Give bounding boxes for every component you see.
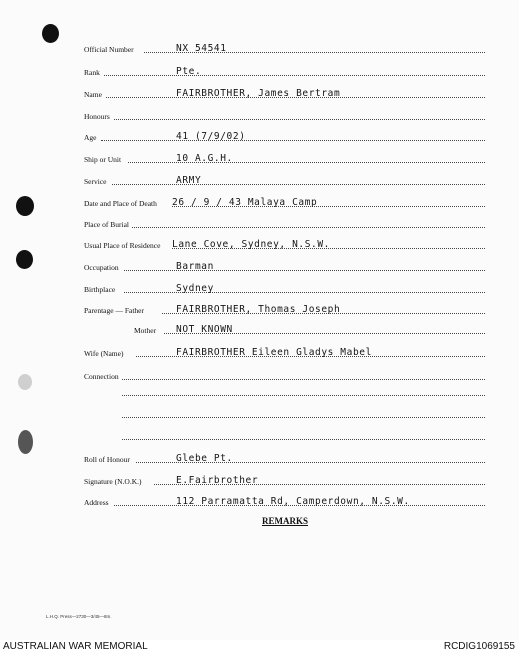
connection-line xyxy=(122,395,485,396)
signature-nok-value: E.Fairbrother xyxy=(176,475,259,486)
printer-footnote: L.H.Q. Press—2730—3/45—8m. xyxy=(46,614,112,619)
date-place-death-label: Date and Place of Death xyxy=(84,199,157,208)
mother-row xyxy=(84,322,485,336)
honours-label: Honours xyxy=(84,112,110,121)
usual-residence-label: Usual Place of Residence xyxy=(84,241,161,250)
parentage-father-row xyxy=(84,302,485,316)
age-label: Age xyxy=(84,133,97,142)
service-value: ARMY xyxy=(176,175,202,186)
wife-row xyxy=(84,345,485,359)
mother-label: Mother xyxy=(134,326,157,335)
rank-value: Pte. xyxy=(176,66,202,77)
address-label: Address xyxy=(84,498,109,507)
usual-residence-row xyxy=(84,237,485,251)
punch-hole xyxy=(16,250,33,269)
remarks-heading: REMARKS xyxy=(262,516,309,526)
footer-record-id: RCDIG1069155 xyxy=(443,641,515,652)
connection-line xyxy=(122,439,485,440)
roll-of-honour-value: Glebe Pt. xyxy=(176,453,233,464)
ship-or-unit-label: Ship or Unit xyxy=(84,155,122,164)
parentage-father-label: Parentage — Father xyxy=(84,306,144,315)
punch-hole xyxy=(16,196,34,216)
punch-hole xyxy=(18,374,32,390)
roll-of-honour-label: Roll of Honour xyxy=(84,455,130,464)
punch-hole xyxy=(18,430,33,454)
name-value: FAIRBROTHER, James Bertram xyxy=(176,88,341,99)
birthplace-value: Sydney xyxy=(176,283,214,294)
wife-value: FAIRBROTHER Eileen Gladys Mabel xyxy=(176,347,372,358)
rank-row xyxy=(84,64,485,78)
footer-source: AUSTRALIAN WAR MEMORIAL xyxy=(3,641,148,652)
official-number-value: NX 54541 xyxy=(176,43,227,54)
date-place-death-row xyxy=(84,195,485,209)
connection-row xyxy=(84,368,485,382)
rank-label: Rank xyxy=(84,68,100,77)
official-number-label: Official Number xyxy=(84,45,134,54)
birthplace-label: Birthplace xyxy=(84,285,116,294)
ship-or-unit-value: 10 A.G.H. xyxy=(176,153,233,164)
name-row xyxy=(84,86,485,100)
signature-nok-label: Signature (N.O.K.) xyxy=(84,477,142,486)
ship-or-unit-row xyxy=(84,151,485,165)
connection-label: Connection xyxy=(84,372,119,381)
place-of-burial-row xyxy=(84,216,485,230)
honours-row xyxy=(84,108,485,122)
address-value: 112 Parramatta Rd, Camperdown, N.S.W. xyxy=(176,496,410,507)
name-label: Name xyxy=(84,90,102,99)
roll-of-honour-row xyxy=(84,451,485,465)
official-number-row xyxy=(84,41,485,55)
date-place-death-value: 26 / 9 / 43 Malaya Camp xyxy=(172,197,318,208)
punch-hole xyxy=(42,24,59,43)
occupation-value: Barman xyxy=(176,261,214,272)
usual-residence-value: Lane Cove, Sydney, N.S.W. xyxy=(172,239,330,250)
mother-value: NOT KNOWN xyxy=(176,324,233,335)
age-row xyxy=(84,129,485,143)
occupation-label: Occupation xyxy=(84,263,119,272)
service-row xyxy=(84,173,485,187)
parentage-father-value: FAIRBROTHER, Thomas Joseph xyxy=(176,304,341,315)
wife-label: Wife (Name) xyxy=(84,349,124,358)
signature-nok-row xyxy=(84,473,485,487)
place-of-burial-label: Place of Burial xyxy=(84,220,129,229)
connection-line xyxy=(122,417,485,418)
service-label: Service xyxy=(84,177,107,186)
age-value: 41 (7/9/02) xyxy=(176,131,246,142)
occupation-row xyxy=(84,259,485,273)
birthplace-row xyxy=(84,281,485,295)
address-row xyxy=(84,494,485,508)
